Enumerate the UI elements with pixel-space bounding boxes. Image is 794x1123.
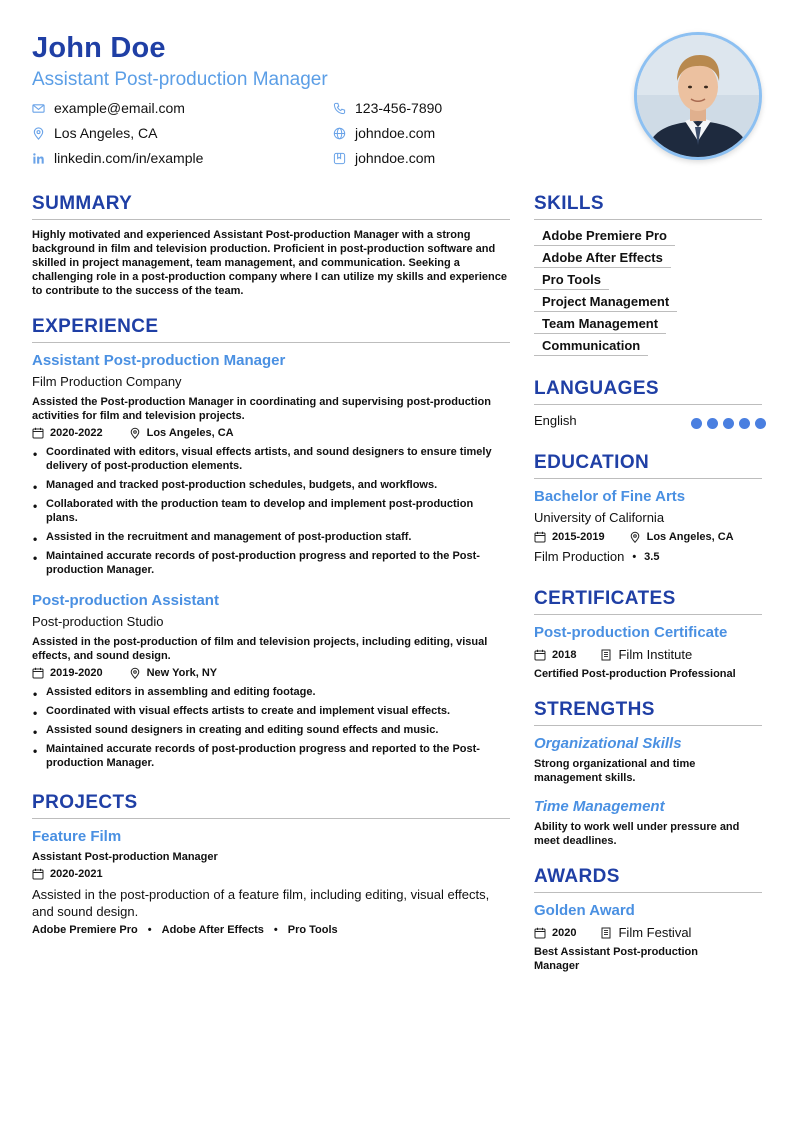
portfolio-text: johndoe.com bbox=[355, 150, 436, 166]
job-dates: 2019-2020 bbox=[50, 667, 103, 679]
job-dates: 2020-2022 bbox=[50, 427, 103, 439]
contact-linkedin[interactable] bbox=[32, 150, 203, 166]
website-text: johndoe.com bbox=[355, 125, 436, 141]
skills-heading: SKILLS bbox=[534, 193, 604, 214]
list-item: • Assisted editors in assembling and editing footage. bbox=[32, 685, 506, 699]
project-tools bbox=[32, 924, 338, 936]
candidate-title: Assistant Post-production Manager bbox=[32, 69, 328, 90]
location-pin-icon bbox=[129, 667, 141, 679]
location-pin-icon bbox=[129, 427, 141, 439]
level-dot bbox=[723, 418, 734, 429]
project-tool: Adobe After Effects bbox=[161, 924, 264, 936]
calendar-icon bbox=[32, 667, 44, 679]
list-item: • Coordinated with editors, visual effects artists, and sound designers to ensure timely delivery of post-production elements. bbox=[32, 445, 506, 473]
contact-website[interactable] bbox=[333, 125, 435, 141]
summary-text: Highly motivated and experienced Assistant Post-production Manager with a strong background in film and television production. Proficient in post-production software and skilled in project management, team management, and communication. Seeking a challenging role in a post-production company where I can utilize my skills and experience to contribute to the success of the team. bbox=[32, 229, 507, 297]
level-dot bbox=[739, 418, 750, 429]
certificate-title: Post-production Certificate bbox=[534, 624, 728, 641]
level-dot bbox=[755, 418, 766, 429]
education-divider bbox=[534, 478, 762, 479]
skill-tag: Communication bbox=[534, 338, 648, 356]
project-meta bbox=[32, 868, 103, 880]
location-pin-icon bbox=[629, 531, 641, 543]
languages-heading: LANGUAGES bbox=[534, 378, 659, 399]
calendar-icon bbox=[534, 531, 546, 543]
list-item: • Managed and tracked post-production schedules, budgets, and workflows. bbox=[32, 478, 506, 492]
job-meta bbox=[32, 667, 217, 679]
phone-text: 123-456-7890 bbox=[355, 100, 443, 116]
skill-tag: Project Management bbox=[534, 294, 677, 312]
job-company: Post-production Studio bbox=[32, 614, 164, 629]
education-field-row bbox=[534, 549, 659, 564]
summary-heading: SUMMARY bbox=[32, 193, 133, 214]
job-bullets bbox=[32, 445, 506, 582]
job-meta bbox=[32, 427, 234, 439]
certificate-issuer: Film Institute bbox=[618, 647, 693, 662]
strength-title: Time Management bbox=[534, 798, 665, 815]
location-text: Los Angeles, CA bbox=[54, 125, 158, 141]
calendar-icon bbox=[534, 927, 546, 939]
education-meta bbox=[534, 531, 734, 543]
job-location: Los Angeles, CA bbox=[146, 427, 234, 439]
experience-heading: EXPERIENCE bbox=[32, 316, 159, 337]
job-company: Film Production Company bbox=[32, 374, 182, 389]
job-location: New York, NY bbox=[146, 667, 218, 679]
certificates-divider bbox=[534, 614, 762, 615]
institution-icon bbox=[600, 927, 612, 939]
job-bullets bbox=[32, 685, 506, 775]
certificate-meta bbox=[534, 647, 692, 662]
tool-separator: • bbox=[147, 924, 152, 936]
job-title: Assistant Post-production Manager bbox=[32, 352, 286, 369]
strengths-divider bbox=[534, 725, 762, 726]
project-tool: Adobe Premiere Pro bbox=[32, 924, 138, 936]
contact-location bbox=[32, 125, 158, 141]
projects-divider bbox=[32, 818, 510, 819]
linkedin-icon bbox=[32, 152, 45, 165]
location-pin-icon bbox=[32, 127, 45, 140]
contact-email[interactable] bbox=[32, 100, 185, 116]
summary-divider bbox=[32, 219, 510, 220]
award-meta bbox=[534, 925, 691, 940]
portfolio-icon bbox=[333, 152, 346, 165]
project-tool: Pro Tools bbox=[287, 924, 338, 936]
skills-divider bbox=[534, 219, 762, 220]
language-name: English bbox=[534, 413, 577, 428]
profile-photo bbox=[634, 32, 762, 160]
language-level-dots bbox=[686, 418, 766, 429]
job-title: Post-production Assistant bbox=[32, 592, 219, 609]
email-text: example@email.com bbox=[54, 100, 185, 116]
languages-divider bbox=[534, 404, 762, 405]
award-year: 2020 bbox=[552, 926, 577, 939]
education-dates: 2015-2019 bbox=[552, 531, 605, 543]
skill-tag: Adobe Premiere Pro bbox=[534, 228, 675, 246]
job-description: Assisted the Post-production Manager in coordinating and supervising post-production activities for film and television projects. bbox=[32, 396, 491, 422]
job-description: Assisted in the post-production of film and television projects, including editing, visual effects, and sound design. bbox=[32, 636, 488, 662]
linkedin-text: linkedin.com/in/example bbox=[54, 150, 204, 166]
level-dot bbox=[691, 418, 702, 429]
list-item: • Coordinated with visual effects artists to create and implement visual effects. bbox=[32, 704, 506, 718]
list-item: • Assisted sound designers in creating and editing sound effects and music. bbox=[32, 723, 506, 737]
level-dot bbox=[707, 418, 718, 429]
award-description: Best Assistant Post-production Manager bbox=[534, 946, 698, 972]
list-item: • Maintained accurate records of post-production progress and reported to the Post-production Manager. bbox=[32, 742, 506, 770]
calendar-icon bbox=[32, 427, 44, 439]
strength-description: Strong organizational and time management skills. bbox=[534, 758, 696, 784]
tool-separator: • bbox=[273, 924, 278, 936]
contact-phone[interactable] bbox=[333, 100, 442, 116]
awards-heading: AWARDS bbox=[534, 866, 620, 887]
strength-description: Ability to work well under pressure and meet deadlines. bbox=[534, 821, 740, 847]
globe-icon bbox=[333, 127, 346, 140]
project-description: Assisted in the post-production of a feature film, including editing, visual effects, and sound design. bbox=[32, 887, 490, 919]
education-location: Los Angeles, CA bbox=[646, 531, 734, 543]
candidate-name: John Doe bbox=[32, 32, 166, 64]
list-item: • Collaborated with the production team to develop and implement post-production plans. bbox=[32, 497, 506, 525]
certificates-heading: CERTIFICATES bbox=[534, 588, 676, 609]
experience-divider bbox=[32, 342, 510, 343]
education-field: Film Production bbox=[534, 549, 625, 564]
awards-divider bbox=[534, 892, 762, 893]
degree-title: Bachelor of Fine Arts bbox=[534, 488, 686, 505]
strength-title: Organizational Skills bbox=[534, 735, 682, 752]
skill-tag: Pro Tools bbox=[534, 272, 609, 290]
certificate-year: 2018 bbox=[552, 648, 577, 661]
calendar-icon bbox=[32, 868, 44, 880]
email-icon bbox=[32, 102, 45, 115]
award-issuer: Film Festival bbox=[618, 925, 692, 940]
project-title: Feature Film bbox=[32, 828, 122, 845]
certificate-description: Certified Post-production Professional bbox=[534, 668, 736, 680]
list-item: • Maintained accurate records of post-production progress and reported to the Post-production Manager. bbox=[32, 549, 506, 577]
calendar-icon bbox=[534, 649, 546, 661]
phone-icon bbox=[333, 102, 346, 115]
skill-tag: Adobe After Effects bbox=[534, 250, 671, 268]
school-name: University of California bbox=[534, 510, 665, 525]
list-item: • Assisted in the recruitment and management of post-production staff. bbox=[32, 530, 506, 544]
field-separator: • bbox=[632, 550, 637, 563]
award-title: Golden Award bbox=[534, 902, 635, 919]
contact-portfolio[interactable] bbox=[333, 150, 435, 166]
projects-heading: PROJECTS bbox=[32, 792, 138, 813]
strengths-heading: STRENGTHS bbox=[534, 699, 655, 720]
education-gpa: 3.5 bbox=[644, 550, 660, 563]
education-heading: EDUCATION bbox=[534, 452, 650, 473]
institution-icon bbox=[600, 649, 612, 661]
project-role: Assistant Post-production Manager bbox=[32, 851, 218, 863]
project-dates: 2020-2021 bbox=[50, 868, 103, 880]
skill-tag: Team Management bbox=[534, 316, 666, 334]
